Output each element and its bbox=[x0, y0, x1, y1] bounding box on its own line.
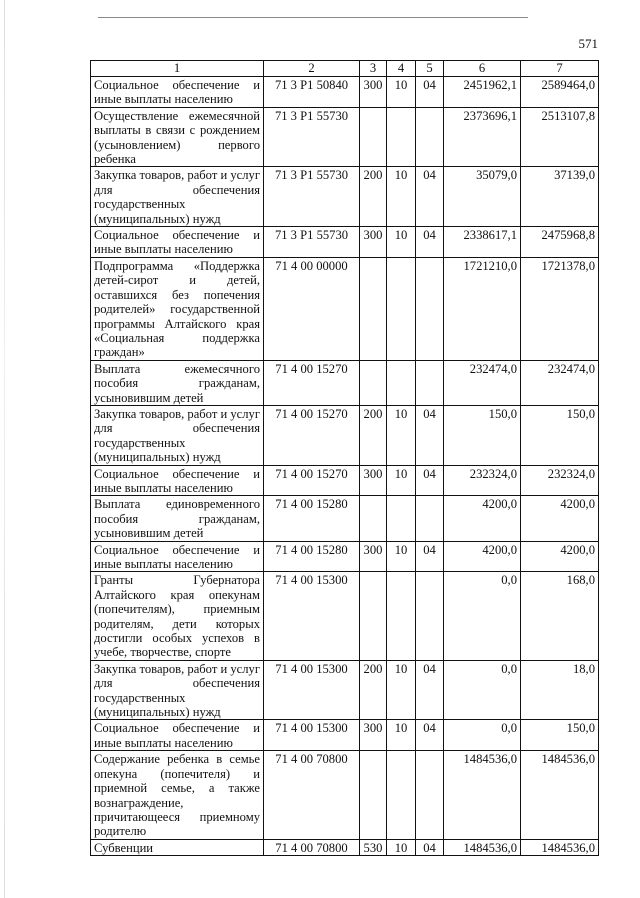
row-amount-2020-cell: 2373696,1 bbox=[444, 107, 521, 167]
row-name-cell: Осуществление ежемесячной выплаты в связи с рождением (усыновлением) первого ребенка bbox=[91, 107, 264, 167]
row-pr-cell bbox=[416, 572, 444, 660]
row-rz-cell: 10 bbox=[387, 405, 416, 465]
row-pr-cell: 04 bbox=[416, 167, 444, 227]
row-code-cell: 71 3 P1 55730 bbox=[264, 227, 360, 258]
row-rz-cell bbox=[387, 107, 416, 167]
top-rule bbox=[98, 17, 528, 18]
row-pr-cell: 04 bbox=[416, 227, 444, 258]
row-vr-cell bbox=[360, 107, 387, 167]
row-code-cell: 71 4 00 70800 bbox=[264, 751, 360, 839]
row-pr-cell: 04 bbox=[416, 839, 444, 855]
row-amount-2020-cell: 2451962,1 bbox=[444, 77, 521, 108]
row-amount-2020-cell: 1484536,0 bbox=[444, 839, 521, 855]
row-amount-2021-cell: 2513107,8 bbox=[521, 107, 599, 167]
row-pr-cell: 04 bbox=[416, 405, 444, 465]
row-vr-cell: 200 bbox=[360, 405, 387, 465]
column-header: 1 bbox=[91, 61, 264, 77]
row-amount-2021-cell: 1484536,0 bbox=[521, 751, 599, 839]
row-vr-cell bbox=[360, 257, 387, 360]
row-vr-cell: 530 bbox=[360, 839, 387, 855]
row-vr-cell bbox=[360, 360, 387, 405]
row-name-cell: Социальное обеспечение и иные выплаты населению bbox=[91, 77, 264, 108]
row-pr-cell bbox=[416, 107, 444, 167]
row-vr-cell bbox=[360, 496, 387, 541]
row-amount-2020-cell: 0,0 bbox=[444, 660, 521, 720]
table-row bbox=[91, 496, 599, 541]
table-row bbox=[91, 227, 599, 258]
column-header: 5 bbox=[416, 61, 444, 77]
table-row bbox=[91, 720, 599, 751]
table-row bbox=[91, 405, 599, 465]
row-code-cell: 71 4 00 15280 bbox=[264, 541, 360, 572]
page-number: 571 bbox=[578, 36, 598, 51]
row-amount-2021-cell: 37139,0 bbox=[521, 167, 599, 227]
row-code-cell: 71 4 00 15300 bbox=[264, 660, 360, 720]
row-pr-cell: 04 bbox=[416, 660, 444, 720]
row-vr-cell: 300 bbox=[360, 227, 387, 258]
row-code-cell: 71 4 00 15300 bbox=[264, 572, 360, 660]
row-vr-cell: 300 bbox=[360, 77, 387, 108]
row-amount-2020-cell: 232474,0 bbox=[444, 360, 521, 405]
row-rz-cell: 10 bbox=[387, 227, 416, 258]
table-row bbox=[91, 465, 599, 496]
row-amount-2020-cell: 4200,0 bbox=[444, 541, 521, 572]
row-vr-cell: 300 bbox=[360, 465, 387, 496]
row-amount-2020-cell: 232324,0 bbox=[444, 465, 521, 496]
row-vr-cell: 300 bbox=[360, 541, 387, 572]
row-rz-cell: 10 bbox=[387, 167, 416, 227]
row-vr-cell bbox=[360, 751, 387, 839]
row-pr-cell bbox=[416, 360, 444, 405]
row-amount-2020-cell: 1484536,0 bbox=[444, 751, 521, 839]
table-row bbox=[91, 660, 599, 720]
row-name-cell: Закупка товаров, работ и услуг для обеспечения государственных (муниципальных) нужд bbox=[91, 167, 264, 227]
row-amount-2021-cell: 1721378,0 bbox=[521, 257, 599, 360]
table-row bbox=[91, 572, 599, 660]
row-code-cell: 71 4 00 00000 bbox=[264, 257, 360, 360]
row-amount-2021-cell: 150,0 bbox=[521, 720, 599, 751]
row-code-cell: 71 4 00 15270 bbox=[264, 405, 360, 465]
row-amount-2020-cell: 35079,0 bbox=[444, 167, 521, 227]
row-rz-cell bbox=[387, 257, 416, 360]
row-amount-2020-cell: 150,0 bbox=[444, 405, 521, 465]
row-code-cell: 71 4 00 70800 bbox=[264, 839, 360, 855]
row-rz-cell bbox=[387, 360, 416, 405]
table-row bbox=[91, 839, 599, 855]
table-row bbox=[91, 77, 599, 108]
row-pr-cell bbox=[416, 496, 444, 541]
table-body bbox=[91, 77, 599, 856]
row-name-cell: Социальное обеспечение и иные выплаты населению bbox=[91, 541, 264, 572]
row-code-cell: 71 3 P1 55730 bbox=[264, 167, 360, 227]
row-amount-2020-cell: 2338617,1 bbox=[444, 227, 521, 258]
column-header: 4 bbox=[387, 61, 416, 77]
row-code-cell: 71 4 00 15280 bbox=[264, 496, 360, 541]
column-header: 2 bbox=[264, 61, 360, 77]
row-name-cell: Выплата единовременного пособия гражданам, усыновившим детей bbox=[91, 496, 264, 541]
column-header: 6 bbox=[444, 61, 521, 77]
row-amount-2021-cell: 4200,0 bbox=[521, 496, 599, 541]
row-rz-cell bbox=[387, 496, 416, 541]
row-amount-2020-cell: 1721210,0 bbox=[444, 257, 521, 360]
row-rz-cell: 10 bbox=[387, 660, 416, 720]
row-name-cell: Содержание ребенка в семье опекуна (попечителя) и приемной семье, а также вознаграждение, причитающееся приемному родителю bbox=[91, 751, 264, 839]
table-header-row bbox=[91, 61, 599, 77]
row-pr-cell: 04 bbox=[416, 465, 444, 496]
row-pr-cell bbox=[416, 257, 444, 360]
budget-table bbox=[90, 60, 599, 856]
row-code-cell: 71 3 P1 50840 bbox=[264, 77, 360, 108]
row-code-cell: 71 4 00 15270 bbox=[264, 360, 360, 405]
row-amount-2020-cell: 0,0 bbox=[444, 720, 521, 751]
row-vr-cell bbox=[360, 572, 387, 660]
row-vr-cell: 200 bbox=[360, 167, 387, 227]
table-row bbox=[91, 107, 599, 167]
row-amount-2021-cell: 232324,0 bbox=[521, 465, 599, 496]
row-name-cell: Гранты Губернатора Алтайского края опекунам (попечителям), приемным родителям, дети которых достигли особых успехов в учебе, творчестве, спорте bbox=[91, 572, 264, 660]
column-header: 7 bbox=[521, 61, 599, 77]
row-vr-cell: 200 bbox=[360, 660, 387, 720]
row-rz-cell bbox=[387, 751, 416, 839]
row-pr-cell: 04 bbox=[416, 720, 444, 751]
row-amount-2021-cell: 2475968,8 bbox=[521, 227, 599, 258]
row-rz-cell bbox=[387, 572, 416, 660]
row-pr-cell: 04 bbox=[416, 541, 444, 572]
row-code-cell: 71 4 00 15270 bbox=[264, 465, 360, 496]
table-row bbox=[91, 167, 599, 227]
row-code-cell: 71 3 P1 55730 bbox=[264, 107, 360, 167]
table-row bbox=[91, 541, 599, 572]
row-rz-cell: 10 bbox=[387, 839, 416, 855]
row-amount-2021-cell: 232474,0 bbox=[521, 360, 599, 405]
row-name-cell: Закупка товаров, работ и услуг для обеспечения государственных (муниципальных) нужд bbox=[91, 405, 264, 465]
row-name-cell: Подпрограмма «Поддержка детей-сирот и детей, оставшихся без попечения родителей» государственной программы Алтайского края «Социальная поддержка граждан» bbox=[91, 257, 264, 360]
row-name-cell: Социальное обеспечение и иные выплаты населению bbox=[91, 720, 264, 751]
row-vr-cell: 300 bbox=[360, 720, 387, 751]
row-pr-cell: 04 bbox=[416, 77, 444, 108]
table-row bbox=[91, 751, 599, 839]
table-row bbox=[91, 257, 599, 360]
row-pr-cell bbox=[416, 751, 444, 839]
scan-edge bbox=[4, 0, 5, 898]
row-code-cell: 71 4 00 15300 bbox=[264, 720, 360, 751]
row-name-cell: Социальное обеспечение и иные выплаты населению bbox=[91, 465, 264, 496]
row-name-cell: Социальное обеспечение и иные выплаты населению bbox=[91, 227, 264, 258]
row-name-cell: Субвенции bbox=[91, 839, 264, 855]
row-amount-2021-cell: 4200,0 bbox=[521, 541, 599, 572]
row-amount-2021-cell: 18,0 bbox=[521, 660, 599, 720]
row-rz-cell: 10 bbox=[387, 720, 416, 751]
row-amount-2021-cell: 150,0 bbox=[521, 405, 599, 465]
row-amount-2020-cell: 4200,0 bbox=[444, 496, 521, 541]
row-amount-2021-cell: 168,0 bbox=[521, 572, 599, 660]
row-rz-cell: 10 bbox=[387, 541, 416, 572]
table-row bbox=[91, 360, 599, 405]
row-rz-cell: 10 bbox=[387, 465, 416, 496]
row-name-cell: Закупка товаров, работ и услуг для обеспечения государственных (муниципальных) нужд bbox=[91, 660, 264, 720]
row-amount-2020-cell: 0,0 bbox=[444, 572, 521, 660]
row-amount-2021-cell: 1484536,0 bbox=[521, 839, 599, 855]
row-rz-cell: 10 bbox=[387, 77, 416, 108]
row-amount-2021-cell: 2589464,0 bbox=[521, 77, 599, 108]
row-name-cell: Выплата ежемесячного пособия гражданам, усыновившим детей bbox=[91, 360, 264, 405]
column-header: 3 bbox=[360, 61, 387, 77]
